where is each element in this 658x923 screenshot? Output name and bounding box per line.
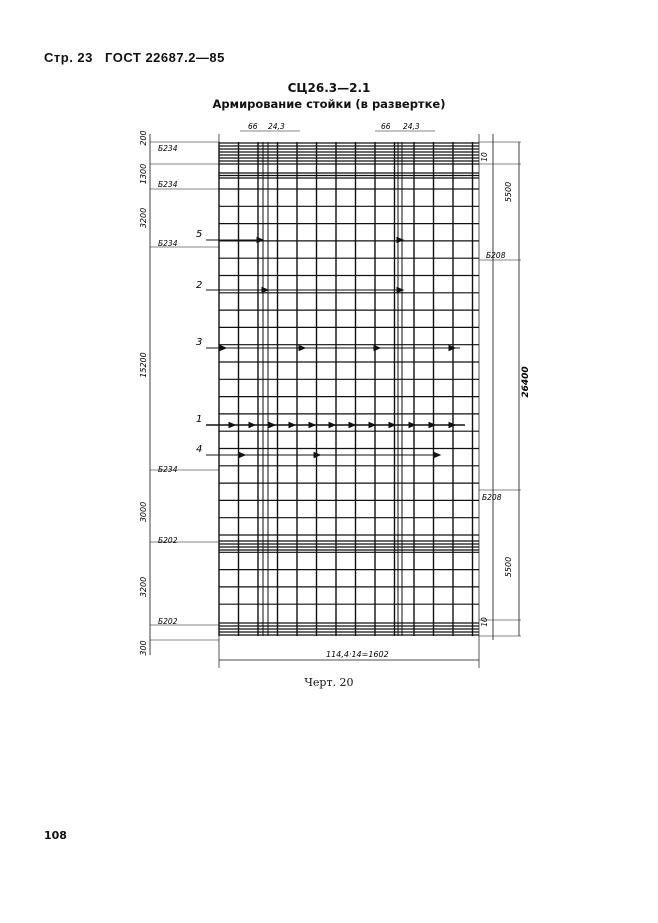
right-mark-2: Б208 — [482, 493, 502, 502]
standard-code: ГОСТ 22687.2—85 — [105, 50, 225, 65]
bar-mark-4: Б234 — [158, 465, 178, 474]
top-dim-2: 24,3 — [268, 122, 285, 131]
arrow-head — [229, 423, 235, 428]
top-dim-1: 66 — [248, 122, 258, 131]
left-dim-4: 15200 — [139, 352, 148, 378]
bar-mark-6: Б202 — [158, 617, 178, 626]
arrow-head — [374, 346, 380, 351]
right-dim-4: 5500 — [504, 556, 513, 578]
bar-mark-3: Б234 — [158, 239, 178, 248]
bar-mark-2: Б234 — [158, 180, 178, 189]
right-dim-1: 10 — [480, 152, 489, 162]
arrow-head — [269, 423, 275, 428]
arrow-head — [289, 423, 295, 428]
arrow-head — [239, 453, 245, 458]
arrow-head — [369, 423, 375, 428]
left-dim-7: 300 — [139, 640, 148, 656]
arrow-head — [309, 423, 315, 428]
arrow-head — [449, 346, 455, 351]
top-dim-3: 66 — [381, 122, 391, 131]
page-number: 108 — [44, 829, 67, 842]
position-3: 3 — [196, 337, 203, 348]
arrow-head — [220, 346, 226, 351]
left-dim-2: 1300 — [139, 163, 148, 185]
reinforcement-mesh — [219, 142, 479, 636]
left-dim-3: 3200 — [139, 207, 148, 229]
drawing-title: Армирование стойки (в развертке) — [212, 97, 446, 111]
page-label: Стр. 23 — [44, 50, 93, 65]
total-height-dim: 26400 — [521, 366, 531, 398]
right-dim-3: 10 — [480, 617, 489, 627]
left-dim-1: 200 — [139, 130, 148, 146]
right-dim-2: 5500 — [504, 181, 513, 203]
arrow-head — [329, 423, 335, 428]
arrow-head — [249, 423, 255, 428]
bar-mark-5: Б202 — [158, 536, 178, 545]
arrow-head — [349, 423, 355, 428]
arrow-head — [299, 346, 305, 351]
figure-caption: Черт. 20 — [304, 676, 354, 689]
arrow-head — [262, 288, 268, 293]
left-dim-5: 3000 — [139, 501, 148, 523]
top-dim-4: 24,3 — [403, 122, 420, 131]
arrow-head — [314, 453, 320, 458]
right-mark-1: Б208 — [486, 251, 506, 260]
position-1: 1 — [196, 414, 203, 425]
left-dim-6: 3200 — [139, 576, 148, 598]
arrow-head — [449, 423, 455, 428]
position-5: 5 — [196, 229, 203, 240]
position-4: 4 — [196, 444, 203, 455]
bottom-dim: 114,4·14=1602 — [326, 650, 389, 659]
arrow-head — [434, 453, 440, 458]
position-2: 2 — [196, 280, 203, 291]
drawing-code: СЦ26.3—2.1 — [287, 81, 371, 95]
arrow-head — [257, 238, 263, 243]
bar-mark-1: Б234 — [158, 144, 178, 153]
